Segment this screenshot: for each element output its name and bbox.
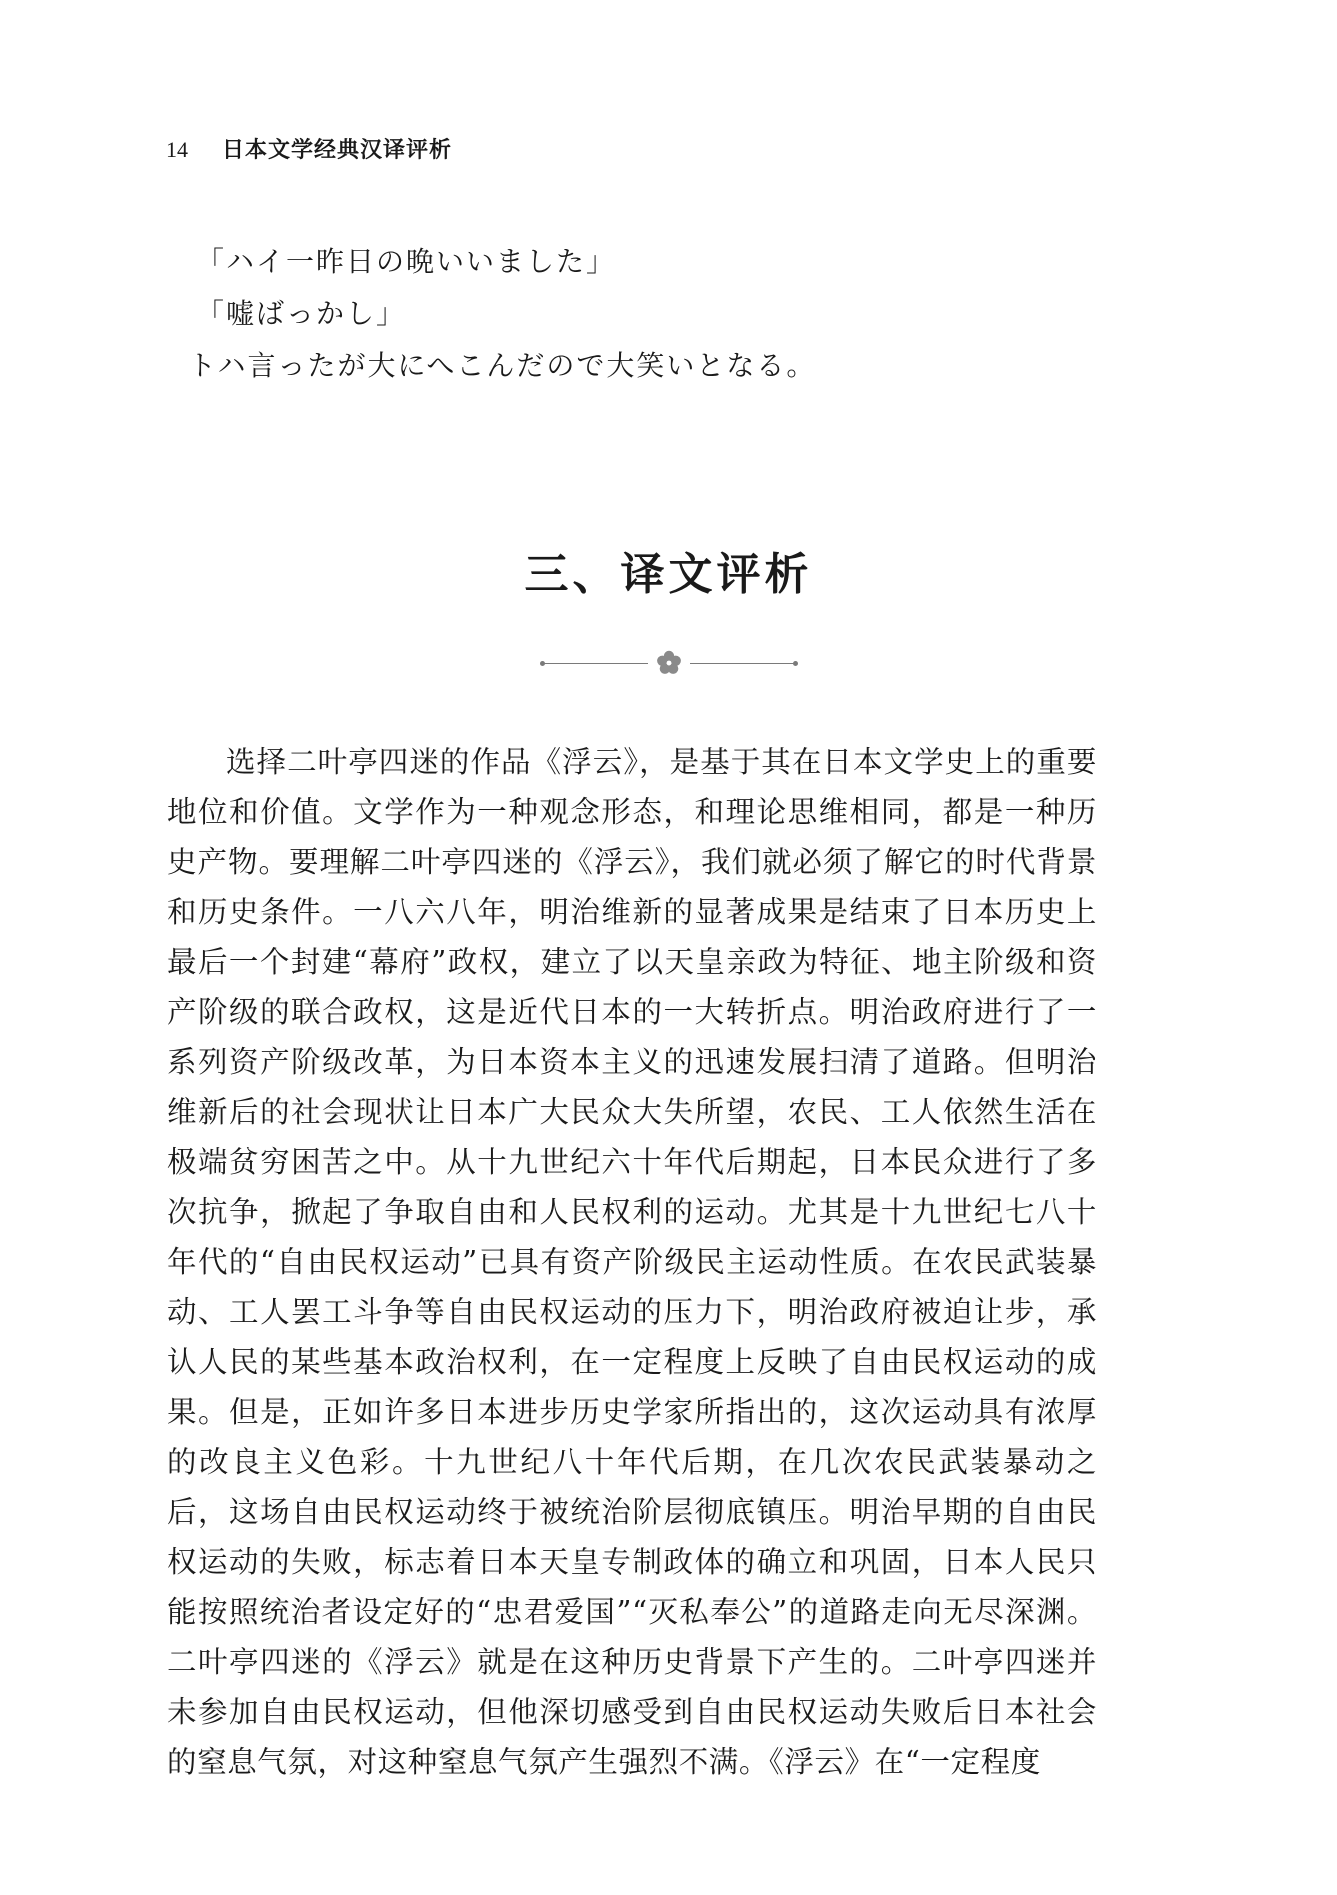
ornament-rule-right bbox=[690, 663, 794, 664]
quote-line: 「嘘ばっかし」 bbox=[196, 297, 407, 330]
section-heading: 三、译文评析 bbox=[524, 549, 813, 600]
quote-line: 「ハイ一昨日の晩いいました」 bbox=[196, 245, 617, 278]
plum-blossom-icon bbox=[654, 648, 684, 678]
ornament-rule-left bbox=[544, 663, 648, 664]
section-ornament bbox=[0, 648, 1337, 678]
quoted-dialogue bbox=[188, 236, 817, 392]
body-paragraph: 选择二叶亭四迷的作品《浮云》，是基于其在日本文学史上的重要地位和价值。文学作为一种观念形态，和理论思维相同，都是一种历史产物。要理解二叶亭四迷的《浮云》，我们就必须了解它的时代背景和历史条件。一八六八年，明治维新的显著成果是结束了日本历史上最后一个封建“幕府”政权，建立了以天皇亲政为特征、地主阶级和资产阶级的联合政权，这是近代日本的一大转折点。明治政府进行了一系列资产阶级改革，为日本资本主义的迅速发展扫清了道路。但明治维新后的社会现状让日本广大民众大失所望，农民、工人依然生活在极端贫穷困苦之中。从十九世纪六十年代后期起，日本民众进行了多次抗争，掀起了争取自由和人民权利的运动。尤其是十九世纪七八十年代的“自由民权运动”已具有资产阶级民主运动性质。在农民武装暴动、工人罢工斗争等自由民权运动的压力下，明治政府被迫让步，承认人民的某些基本政治权利，在一定程度上反映了自由民权运动的成果。但是，正如许多日本进步历史学家所指出的，这次运动具有浓厚的改良主义色彩。十九世纪八十年代后期，在几次农民武装暴动之后，这场自由民权运动终于被统治阶层彻底镇压。明治早期的自由民权运动的失败，标志着日本天皇专制政体的确立和巩固，日本人民只能按照统治者设定好的“忠君爱国”“灭私奉公”的道路走向无尽深渊。二叶亭四迷的《浮云》就是在这种历史背景下产生的。二叶亭四迷并未参加自由民权运动，但他深切感受到自由民权运动失败后日本社会的窒息气氛，对这种窒息气氛产生强烈不满。《浮云》在“一定程度 bbox=[167, 745, 1097, 1779]
book-title: 日本文学经典汉译评析 bbox=[222, 138, 453, 163]
page-number: 14 bbox=[166, 137, 188, 162]
quote-line: トハ言ったが大にへこんだので大笑いとなる。 bbox=[188, 349, 817, 382]
running-head bbox=[166, 133, 452, 164]
